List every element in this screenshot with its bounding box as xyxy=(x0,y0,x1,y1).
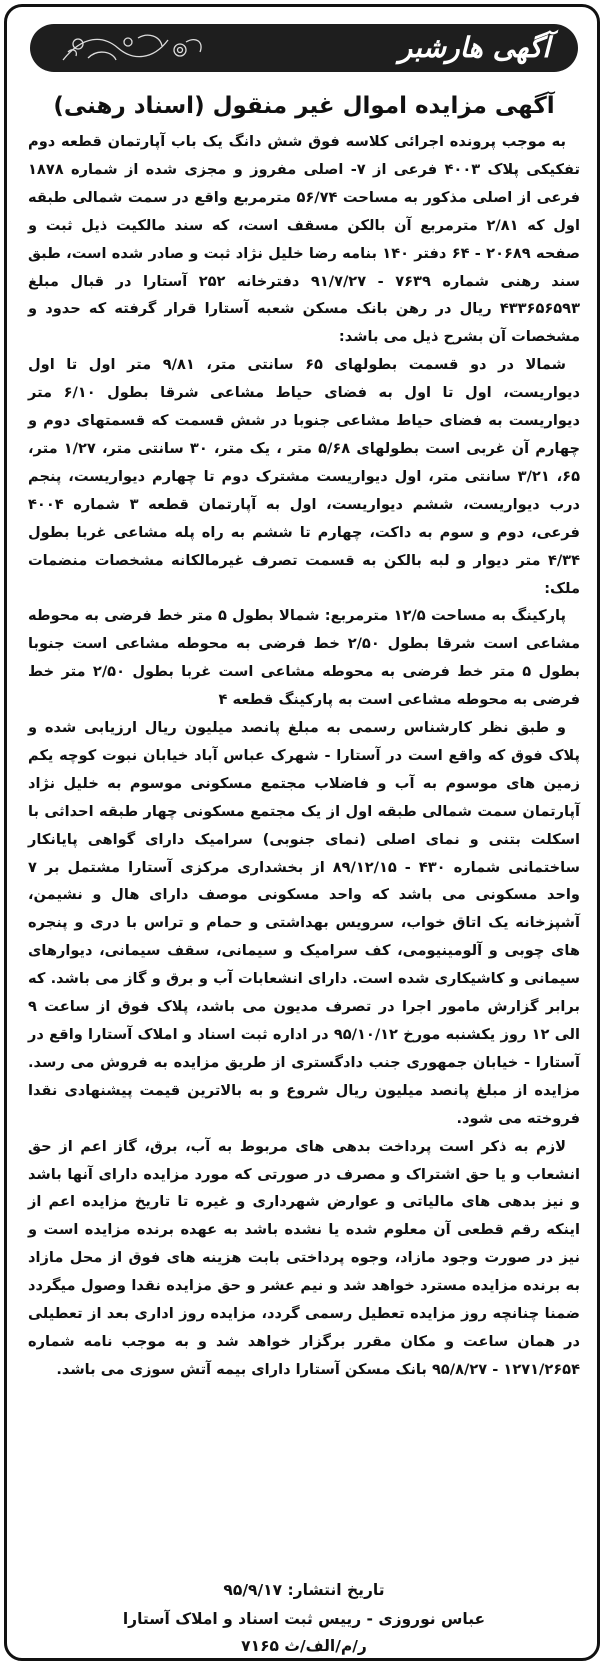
notice-body xyxy=(28,128,580,1384)
paragraph-boundaries: شمالا در دو قسمت بطولهای ۶۵ سانتی متر، ۹/۸۱ متر اول تا اول دیواریست، اول تا اول به فضای حیاط مشاعی شرقا بطول ۶/۱۰ متر دیواریست به فضای حیاط مشاعی جنوبا در شش قسمت که قسمتهای دوم و چهارم آن غربی است بطولهای ۵/۶۸ متر ، یک متر، ۳۰ سانتی متر، ۱/۲۷ متر، ۶۵، ۳/۲۱ سانتی متر، اول دیواریست مشترک دوم تا چهارم دیواریست، پنجم درب دیواریست، ششم دیواریست، اول به آپارتمان قطعه ۳ شماره ۴۰۰۴ فرعی، دوم و سوم به داکت، چهارم تا ششم به راه پله مشاعی غربا بطول ۴/۳۴ متر دیوار و لبه بالکن به قسمت تصرف غیرمالکانه مشخصات منضمات ملک: xyxy=(28,356,581,597)
paragraph-conditions: لازم به ذکر است پرداخت بدهی های مربوط به آب، برق، گاز اعم از حق انشعاب و یا حق اشتراک و مصرف در صورتی که مورد مزایده دارای آنها باشد و نیز بدهی های مالیاتی و عوارض شهرداری و غیره تا تاریخ مزایده اعم از اینکه رقم قطعی آن معلوم شده یا نشده باشد به عهده برنده مزایده است و نیز در صورت وجود مازاد، وجوه پرداختی بابت هزینه های فوق از محل مازاد به برنده مزایده مسترد خواهد شد و نیم عشر و حق مزایده نقدا وصول میگردد ضمنا چنانچه روز مزایده تعطیل رسمی گردد، مزایده روز اداری بعد از تعطیلی در همان ساعت و مکان مقرر برگزار خواهد شد و به موجب نامه شماره ۱۲۷۱/۲۶۵۴ - ۹۵/۸/۲۷ بانک مسکن آستارا دارای بیمه آتش سوزی می باشد. xyxy=(28,1137,580,1378)
publish-date: تاریخ انتشار: ۹۵/۹/۱۷ xyxy=(223,1581,385,1599)
signatory: عباس نوروزی - رییس ثبت اسناد و املاک آستارا xyxy=(122,1610,486,1628)
paragraph-parking: پارکینگ به مساحت ۱۲/۵ مترمربع: شمالا بطول ۵ متر خط فرضی به محوطه مشاعی است شرقا بطول ۲/۵۰ خط فرضی به محوطه مشاعی است جنوبا بطول ۵ متر خط فرضی به محوطه مشاعی است غربا بطول ۲/۵۰ متر خط فرضی به محوطه مشاعی است به پارکینگ قطعه ۴ xyxy=(28,607,581,709)
floral-ornament-icon xyxy=(58,30,208,66)
newspaper-header-banner xyxy=(30,24,578,72)
paragraph-appraisal-auction: و طبق نظر کارشناس رسمی به مبلغ پانصد میلیون ریال ارزیابی شده و پلاک فوق که واقع است در آستارا - شهرک عباس آباد خیابان نبوت کوچه یکم زمین های موسوم به آب و فاضلاب مجتمع مسکونی موسوم به خلیل نژاد آپارتمان سمت شمالی طبقه اول از یک مجتمع مسکونی چهار طبقه احداثی با اسکلت بتنی و نمای اصلی (نمای جنوبی) سرامیک دارای گواهی پایانکار ساختمانی شماره ۴۳۰ - ۸۹/۱۲/۱۵ از بخشداری مرکزی آستارا مشتمل بر ۷ واحد مسکونی می باشد که واحد مسکونی موصف دارای هال و نشیمن، آشپزخانه یک اتاق خواب، سرویس بهداشتی و حمام و تراس با دری و پنجره های چوبی و آلومینیومی، کف سرامیک و سیمانی، سقف سیمانی، دیوارهای سیمانی و کاشیکاری شده است. دارای انشعابات آب و برق و گاز می باشد. که برابر گزارش مامور اجرا در تصرف مدیون می باشد، پلاک فوق از ساعت ۹ الی ۱۲ روز یکشنبه مورخ ۹۵/۱۰/۱۲ در اداره ثبت اسناد و املاک آستارا واقع در آستارا - خیابان جمهوری جنب دادگستری از طریق مزایده به فروش می رسد. مزایده از مبلغ پانصد میلیون ریال شروع و به بالاترین قیمت پیشنهادی نقدا فروخته می شود. xyxy=(28,719,581,1127)
reference-code: ر/م/الف/ث ۷۱۶۵ xyxy=(241,1637,367,1655)
paragraph-property-description: به موجب پرونده اجرائی کلاسه فوق شش دانگ یک باب آپارتمان قطعه دوم تفکیکی پلاک ۴۰۰۳ فرعی از ۷- اصلی مفروز و مجزی شده از شماره ۱۸۷۸ فرعی از اصلی مذکور به مساحت ۵۶/۷۴ مترمربع واقع در سمت شمالی طبقه اول که ۲/۸۱ مترمربع آن بالکن مسقف است، که سند مالکیت ذیل ثبت و صفحه ۲۰۶۸۹ - ۶۴ دفتر ۱۴۰ بنامه رضا خلیل نژاد ثبت و صادر شده است، طبق سند رهنی شماره ۷۶۳۹ - ۹۱/۷/۲۷ دفترخانه ۲۵۲ آستارا در قبال مبلغ ۴۳۳۶۵۶۵۹۳ ریال در رهن بانک مسکن شعبه آستارا قرار گرفته که حدود و مشخصات آن بشرح ذیل می باشد: xyxy=(28,133,581,346)
section-title: آگهی هارشبر xyxy=(398,31,550,64)
notice-title: آگهی مزایده اموال غیر منقول (اسناد رهنی) xyxy=(53,93,555,119)
